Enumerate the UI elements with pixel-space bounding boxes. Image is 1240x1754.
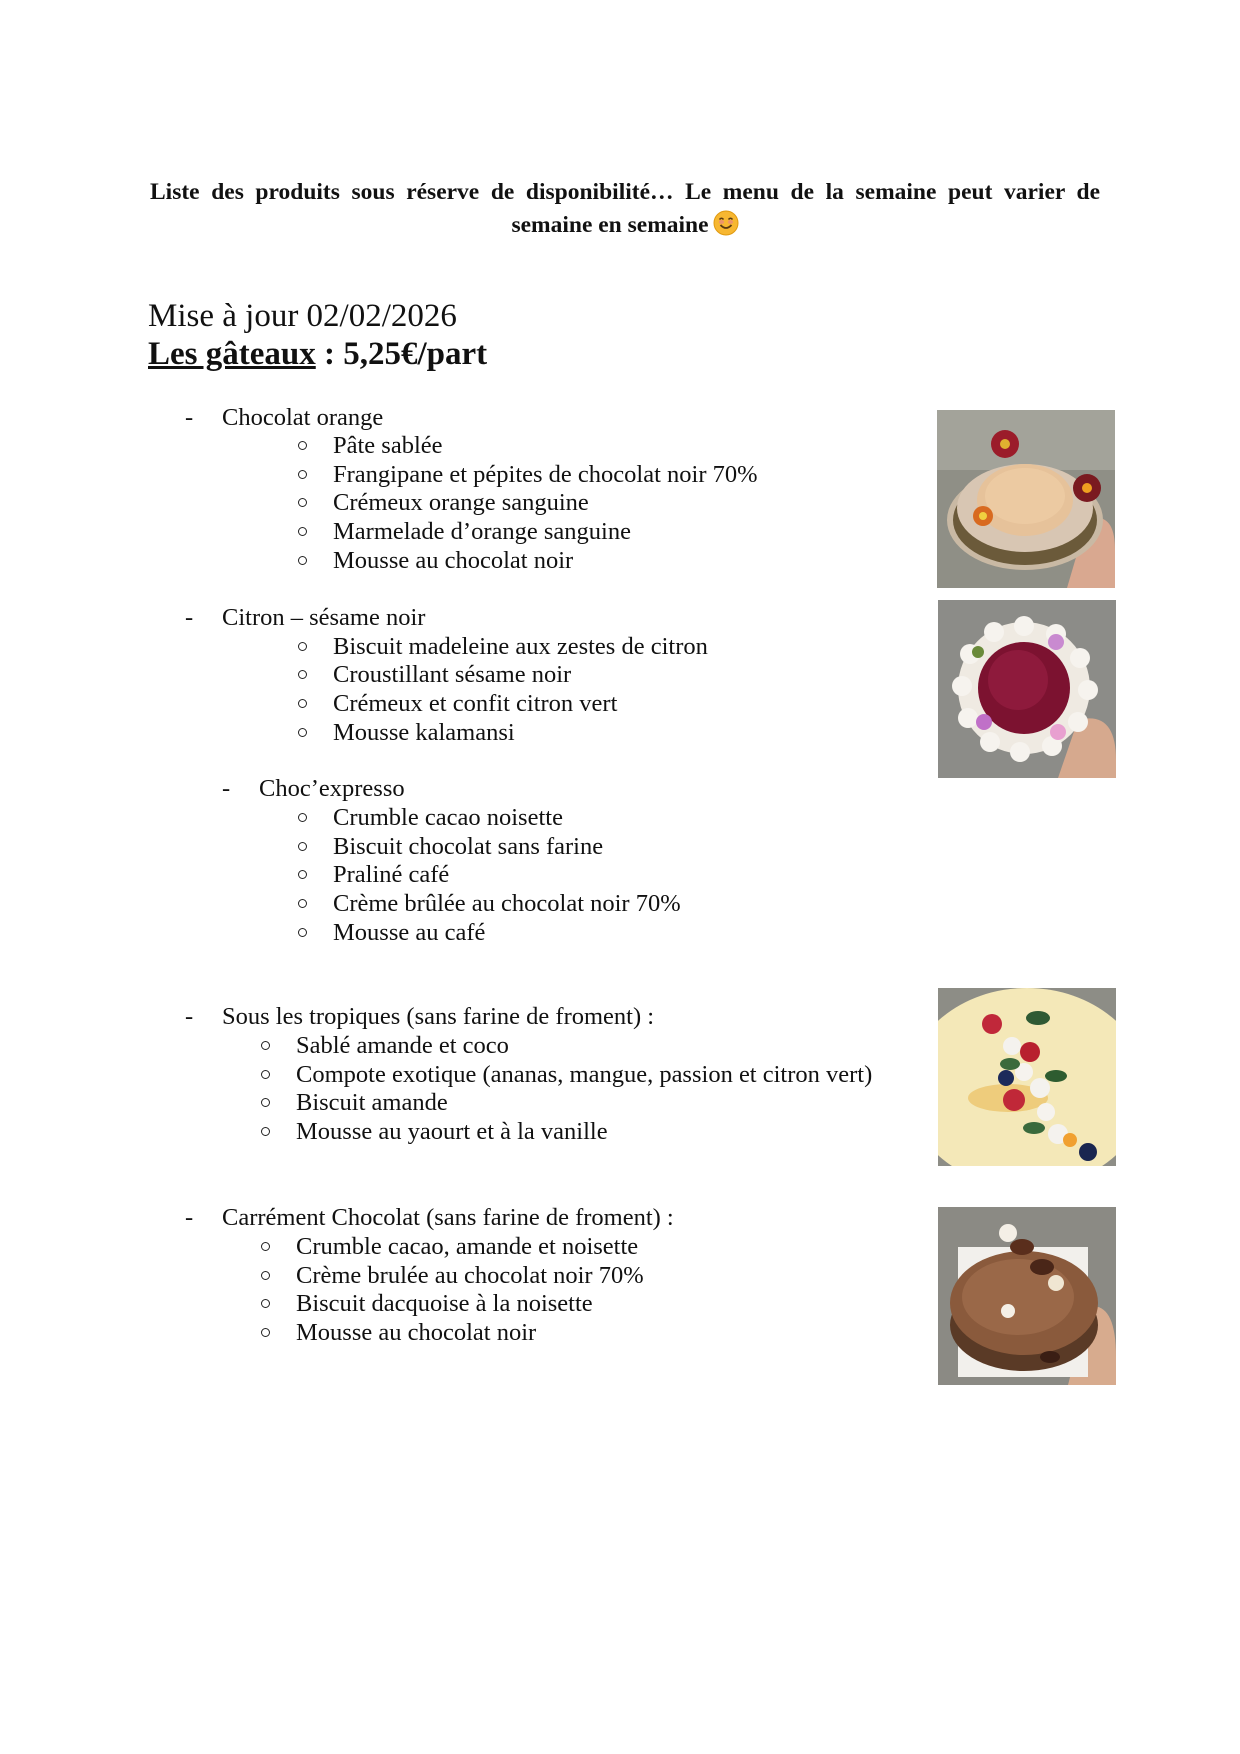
cake-photo-chocolat-orange <box>937 410 1115 588</box>
list-bullet <box>298 842 307 851</box>
ingredient-item: Biscuit chocolat sans farine <box>333 833 604 860</box>
list-dash: - <box>185 1003 194 1030</box>
ingredient-item: Biscuit dacquoise à la noisette <box>296 1290 593 1317</box>
list-bullet <box>298 470 307 479</box>
list-bullet <box>298 870 307 879</box>
list-dash: - <box>222 775 231 802</box>
cake-name: Carrément Chocolat (sans farine de froment) : <box>222 1204 674 1231</box>
ingredient-item: Crème brulée au chocolat noir 70% <box>296 1262 644 1289</box>
ingredient-item: Biscuit madeleine aux zestes de citron <box>333 633 708 660</box>
ingredient-item: Mousse au chocolat noir <box>333 547 574 574</box>
ingredient-item: Marmelade d’orange sanguine <box>333 518 631 545</box>
list-dash: - <box>185 1204 194 1231</box>
ingredient-item: Biscuit amande <box>296 1089 448 1116</box>
ingredient-item: Praliné café <box>333 861 450 888</box>
list-bullet <box>261 1041 270 1050</box>
list-bullet <box>298 642 307 651</box>
ingredient-item: Mousse au yaourt et à la vanille <box>296 1118 608 1145</box>
cake-name: Sous les tropiques (sans farine de froment) : <box>222 1003 655 1030</box>
cake-name: Citron – sésame noir <box>222 604 426 631</box>
smiling-face-icon <box>713 210 739 236</box>
ingredient-item: Crumble cacao noisette <box>333 804 563 831</box>
ingredient-item: Pâte sablée <box>333 432 443 459</box>
ingredient-item: Mousse au chocolat noir <box>296 1319 537 1346</box>
list-dash: - <box>185 404 194 431</box>
list-bullet <box>298 899 307 908</box>
list-bullet <box>298 670 307 679</box>
list-bullet <box>261 1299 270 1308</box>
list-dash: - <box>185 604 194 631</box>
ingredient-item: Mousse kalamansi <box>333 719 515 746</box>
list-bullet <box>298 527 307 536</box>
cake-photo-carrement-chocolat <box>938 1207 1116 1385</box>
list-bullet <box>298 928 307 937</box>
ingredient-item: Sablé amande et coco <box>296 1032 509 1059</box>
ingredient-item: Crémeux orange sanguine <box>333 489 589 516</box>
update-date: Mise à jour 02/02/2026 <box>148 298 457 334</box>
section-label: Les gâteaux <box>148 336 316 372</box>
list-bullet <box>261 1328 270 1337</box>
ingredient-item: Mousse au café <box>333 919 486 946</box>
cake-name: Chocolat orange <box>222 404 384 431</box>
availability-notice <box>150 176 1100 242</box>
cake-photo-tropiques <box>938 988 1116 1166</box>
list-bullet <box>261 1242 270 1251</box>
list-bullet <box>261 1098 270 1107</box>
list-bullet <box>298 728 307 737</box>
ingredient-item: Croustillant sésame noir <box>333 661 572 688</box>
ingredient-item: Crumble cacao, amande et noisette <box>296 1233 639 1260</box>
ingredient-item: Crémeux et confit citron vert <box>333 690 618 717</box>
list-bullet <box>298 813 307 822</box>
cake-photo-citron-sesame <box>938 600 1116 778</box>
list-bullet <box>298 441 307 450</box>
ingredient-item: Frangipane et pépites de chocolat noir 70% <box>333 461 758 488</box>
list-bullet <box>261 1127 270 1136</box>
ingredient-item: Compote exotique (ananas, mangue, passion et citron vert) <box>296 1061 873 1088</box>
cake-name: Choc’expresso <box>259 775 405 802</box>
list-bullet <box>298 699 307 708</box>
notice-text: Liste des produits sous réserve de disponibilité… Le menu de la semaine peut varier de semaine en semaine <box>150 179 1100 238</box>
ingredient-item: Crème brûlée au chocolat noir 70% <box>333 890 681 917</box>
list-bullet <box>298 556 307 565</box>
list-bullet <box>298 498 307 507</box>
section-title <box>148 334 487 374</box>
section-price: : 5,25€/part <box>315 336 488 372</box>
list-bullet <box>261 1271 270 1280</box>
list-bullet <box>261 1070 270 1079</box>
